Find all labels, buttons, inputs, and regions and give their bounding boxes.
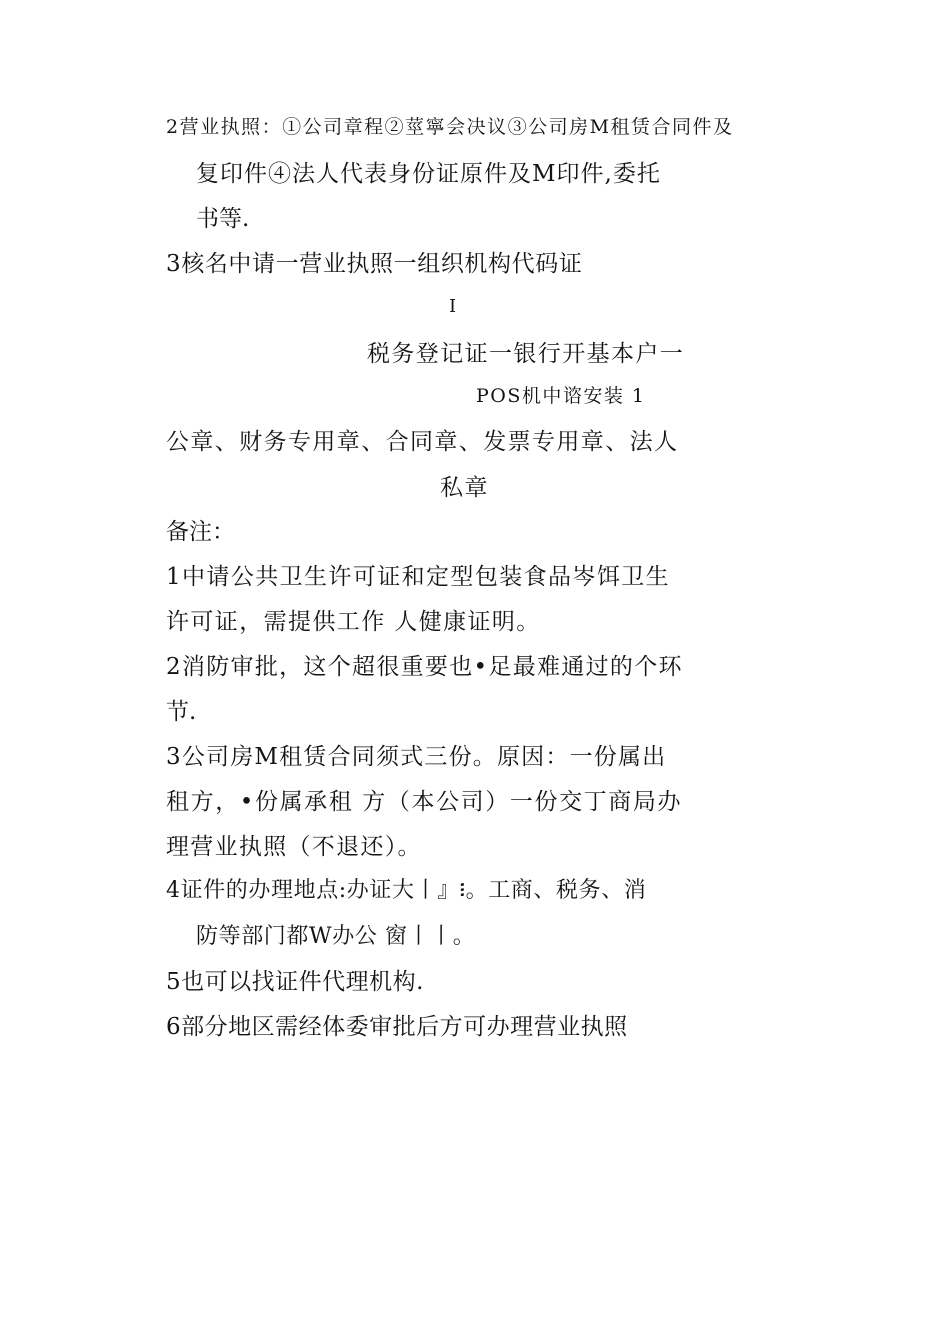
text-line: 理营业执照（不退还）。 — [166, 834, 422, 860]
notes-heading: 备注： — [166, 519, 235, 545]
text-line: POS机中谘安装 1 — [476, 385, 646, 407]
text-line: 3核名中请一营业执照一组织机构代码证 — [166, 251, 583, 277]
text-line: 2消防审批，这个超很重要也•足最难通过的个环 — [166, 654, 683, 680]
text-line: 税务登记证一银行开基本户一 — [367, 341, 685, 367]
text-line: 5也可以找证件代理机构. — [166, 969, 424, 995]
text-line: 书等. — [196, 206, 250, 232]
flow-connector: I — [449, 296, 457, 317]
text-line: 1中请公共卫生许可证和定型包装食品岑饵卫生 — [166, 564, 671, 590]
text-line: 许可证，需提供工作 人健康证明。 — [166, 609, 541, 635]
text-line: 2营业执照：①公司章程②莖寧会决议③公司房M租赁合同件及 — [166, 116, 734, 138]
text-line: 租方，•份属承租 方（本公司）一份交丁商局办 — [166, 789, 683, 815]
text-line: 6部分地区需经体委审批后方可办理营业执照 — [166, 1014, 628, 1040]
text-line: 节. — [166, 699, 197, 725]
text-line: 公章、财务专用章、合同章、发票专用章、法人 — [166, 429, 679, 455]
text-line: 4证件的办理地点:办证大丨』፧。工商、税务、消 — [166, 878, 647, 903]
text-line: 复印件④法人代表身份证原件及M印件,委托 — [196, 161, 661, 187]
text-line: 私章 — [440, 475, 489, 501]
text-line: 防等部门都W办公 窗丨丨。 — [196, 924, 476, 949]
text-line: 3公司房M租赁合同须式三份。原因：一份属出 — [166, 744, 667, 770]
